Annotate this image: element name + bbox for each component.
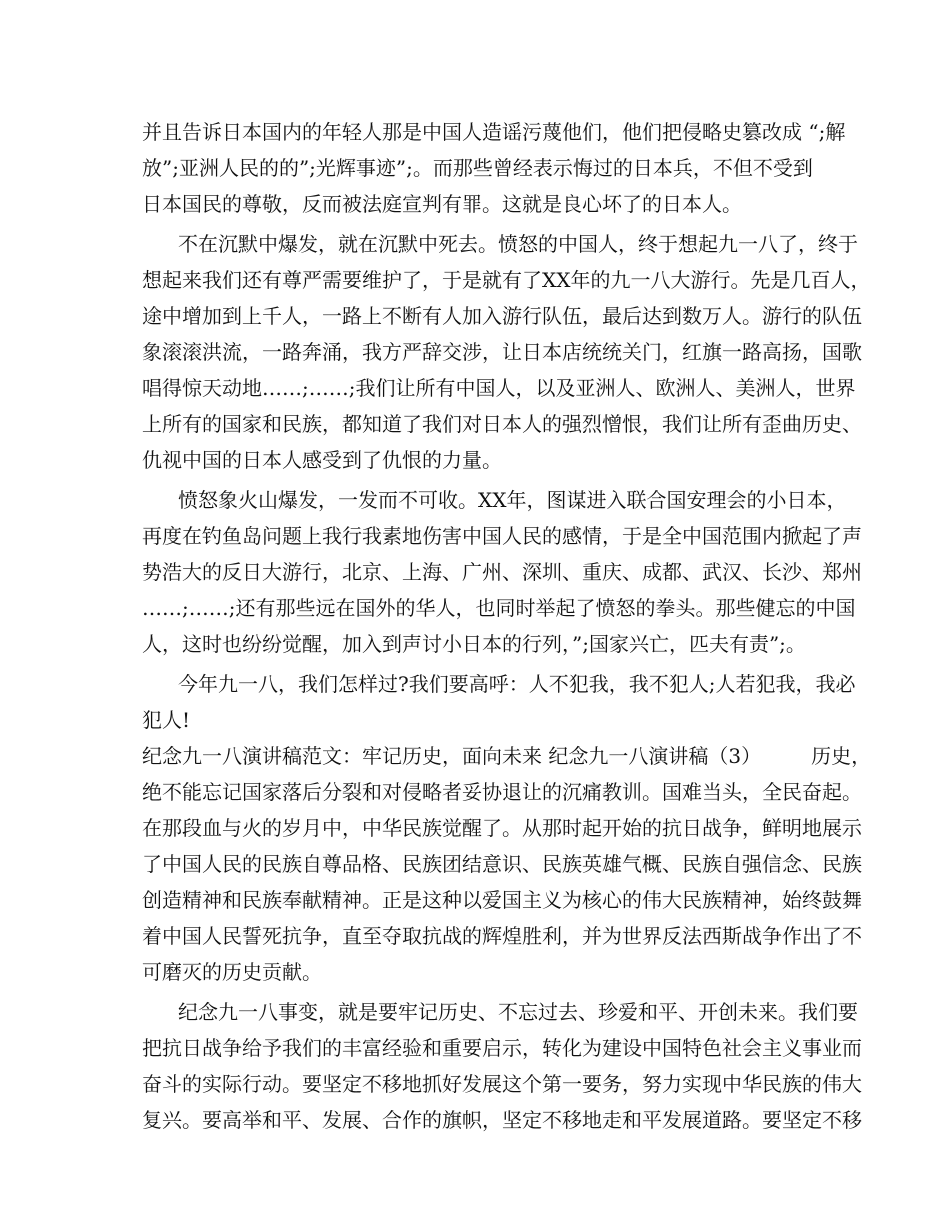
paragraph-first-line: 今年九一八，我们怎样过?我们要高呼：人不犯我，我不犯人;人若犯我，我必 [178, 672, 856, 696]
text-line: 仇视中国的日本人感受到了仇恨的力量。 [142, 448, 502, 472]
text-line: ……;……;还有那些远在国外的华人，也同时举起了愤怒的拳头。那些健忘的中国 [142, 596, 856, 620]
paragraph-first-line: 愤怒象火山爆发，一发而不可收。XX年，图谋进入联合国安理会的小日本， [178, 488, 847, 512]
text-line: 奋斗的实际行动。要坚定不移地抓好发展这个第一要务，努力实现中华民族的伟大 [142, 1072, 862, 1096]
paragraph-first-line: 不在沉默中爆发，就在沉默中死去。愤怒的中国人，终于想起九一八了，终于 [178, 232, 858, 256]
text-line: 在那段血与火的岁月中，中华民族觉醒了。从那时起开始的抗日战争，鲜明地展示 [142, 816, 862, 840]
text-line: 创造精神和民族奉献精神。正是这种以爱国主义为核心的伟大民族精神，始终鼓舞 [142, 888, 862, 912]
text-line: 把抗日战争给予我们的丰富经验和重要启示，转化为建设中国特色社会主义事业而 [142, 1036, 862, 1060]
text-line: 复兴。要高举和平、发展、合作的旗帜，坚定不移地走和平发展道路。要坚定不移 [142, 1108, 862, 1132]
text-line: 着中国人民誓死抗争，直至夺取抗战的辉煌胜利，并为世界反法西斯战争作出了不 [142, 924, 862, 948]
text-line: 并且告诉日本国内的年轻人那是中国人造谣污蔑他们，他们把侵略史篡改成 “;解 [142, 120, 846, 144]
text-line: 途中增加到上千人，一路上不断有人加入游行队伍，最后达到数万人。游行的队伍 [142, 304, 862, 328]
text-line: 绝不能忘记国家落后分裂和对侵略者妥协退让的沉痛教训。国难当头，全民奋起。 [142, 780, 862, 804]
text-line: 了中国人民的民族自尊品格、民族团结意识、民族英雄气概、民族自强信念、民族 [142, 852, 862, 876]
text-line: 放”;亚洲人民的的”;光辉事迹”;。而那些曾经表示悔过的日本兵，不但不受到 [142, 156, 813, 180]
text-line: 想起来我们还有尊严需要维护了，于是就有了XX年的九一八大游行。先是几百人， [142, 268, 871, 292]
text-line: 唱得惊天动地……;……;我们让所有中国人，以及亚洲人、欧洲人、美洲人，世界 [142, 376, 856, 400]
text-line: 日本国民的尊敬，反而被法庭宣判有罪。这就是良心坏了的日本人。 [142, 192, 742, 216]
text-line: 可磨灭的历史贡献。 [142, 960, 322, 984]
text-line: 上所有的国家和民族，都知道了我们对日本人的强烈憎恨，我们让所有歪曲历史、 [142, 412, 862, 436]
text-line: 犯人! [142, 708, 191, 732]
paragraph-first-line: 纪念九一八事变，就是要牢记历史、不忘过去、珍爱和平、开创未来。我们要 [178, 1000, 858, 1024]
text-line: 势浩大的反日大游行，北京、上海、广州、深圳、重庆、成都、武汉、长沙、郑州 [142, 560, 862, 584]
text-line: 人，这时也纷纷觉醒，加入到声讨小日本的行列，”;国家兴亡，匹夫有责”;。 [142, 632, 806, 656]
section-heading-line: 纪念九一八演讲稿范文：牢记历史，面向未来 纪念九一八演讲稿（3） 历史， [142, 744, 872, 768]
text-line: 象滚滚洪流，一路奔涌，我方严辞交涉，让日本店统统关门，红旗一路高扬，国歌 [142, 340, 862, 364]
text-line: 再度在钓鱼岛问题上我行我素地伤害中国人民的感情，于是全中国范围内掀起了声 [142, 524, 862, 548]
